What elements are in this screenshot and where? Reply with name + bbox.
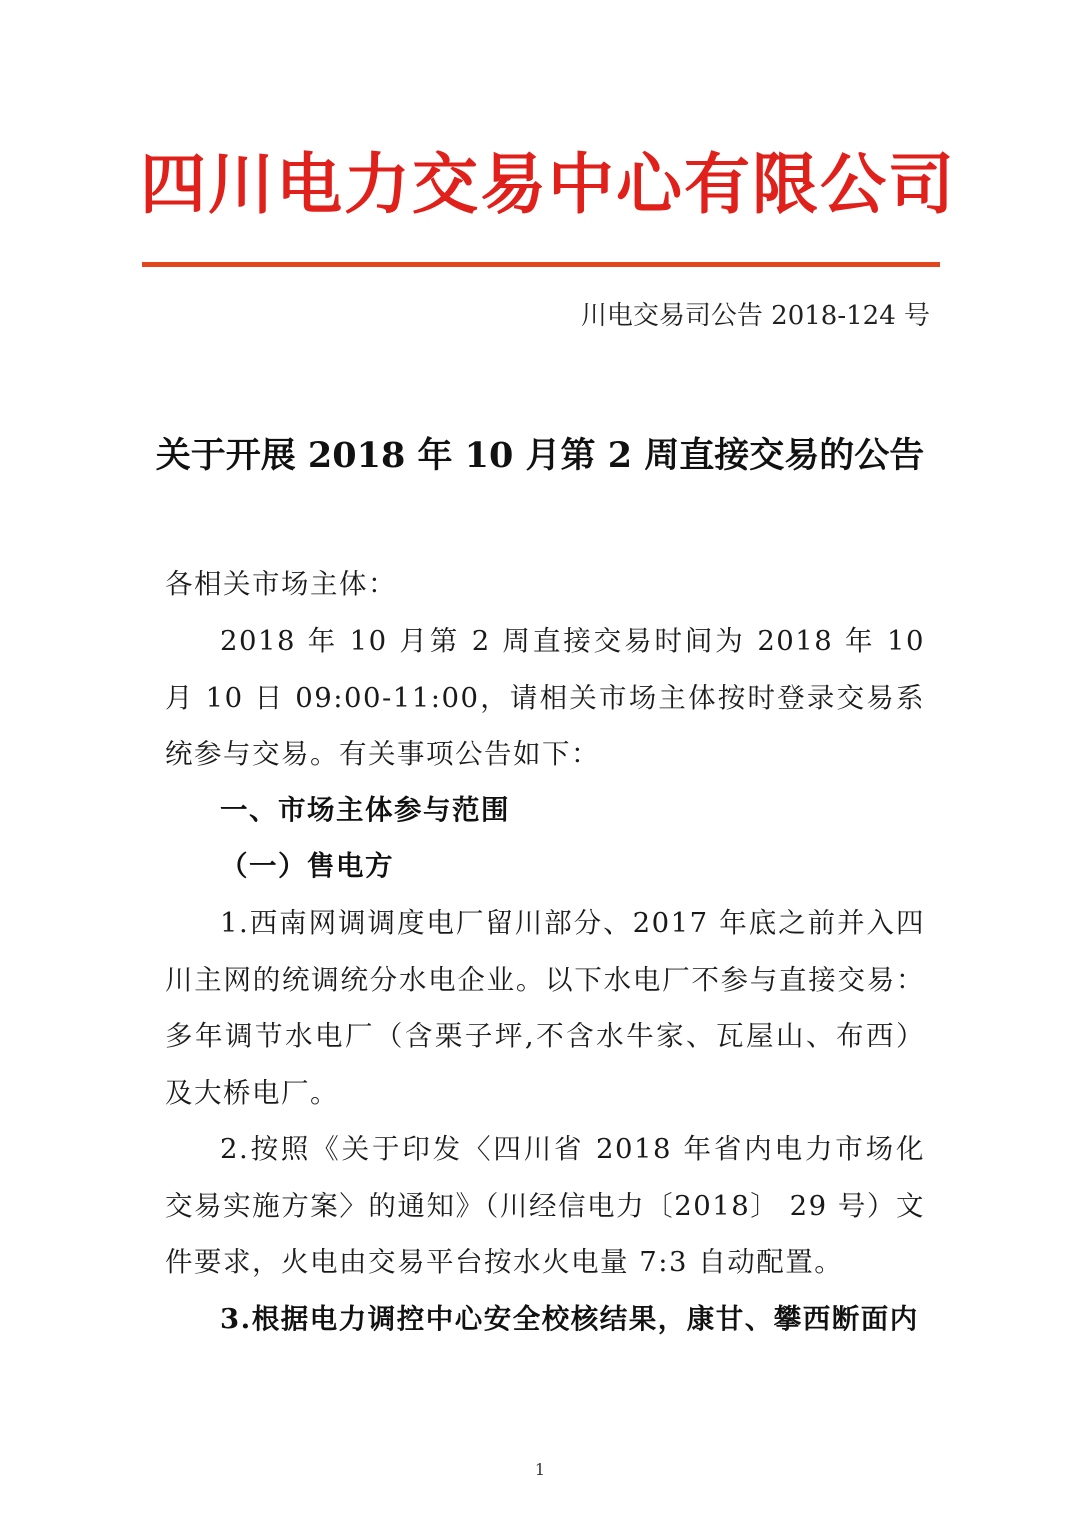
- paragraph-item-1: 1.西南网调调度电厂留川部分、2017 年底之前并入四川主网的统调统分水电企业。以下水电厂不参与直接交易：多年调节水电厂（含栗子坪,不含水牛家、瓦屋山、布西）及大桥电厂。: [165, 907, 925, 1109]
- section-heading-scope: 一、市场主体参与范围: [220, 794, 510, 826]
- header-divider-rule: [142, 262, 940, 267]
- paragraph-item-3: 3.根据电力调控中心安全校核结果，康甘、攀西断面内: [220, 1303, 919, 1335]
- page-number: 1: [534, 1460, 546, 1479]
- announcement-title: 关于开展 2018 年 10 月第 2 周直接交易的公告: [155, 435, 925, 476]
- document-number: 川电交易司公告 2018-124 号: [580, 301, 930, 331]
- organization-header: 四川电力交易中心有限公司: [140, 146, 956, 223]
- subsection-heading-sellers: （一）售电方: [220, 850, 394, 882]
- salutation: 各相关市场主体：: [165, 568, 397, 600]
- paragraph-intro: 2018 年 10 月第 2 周直接交易时间为 2018 年 10 月 10 日 09:00-11:00，请相关市场主体按时登录交易系统参与交易。有关事项公告如下：: [165, 625, 925, 770]
- paragraph-item-2: 2.按照《关于印发〈四川省 2018 年省内电力市场化交易实施方案〉的通知》（川经信电力〔2018〕 29 号）文件要求，火电由交易平台按水火电量 7:3 自动配置。: [165, 1133, 925, 1278]
